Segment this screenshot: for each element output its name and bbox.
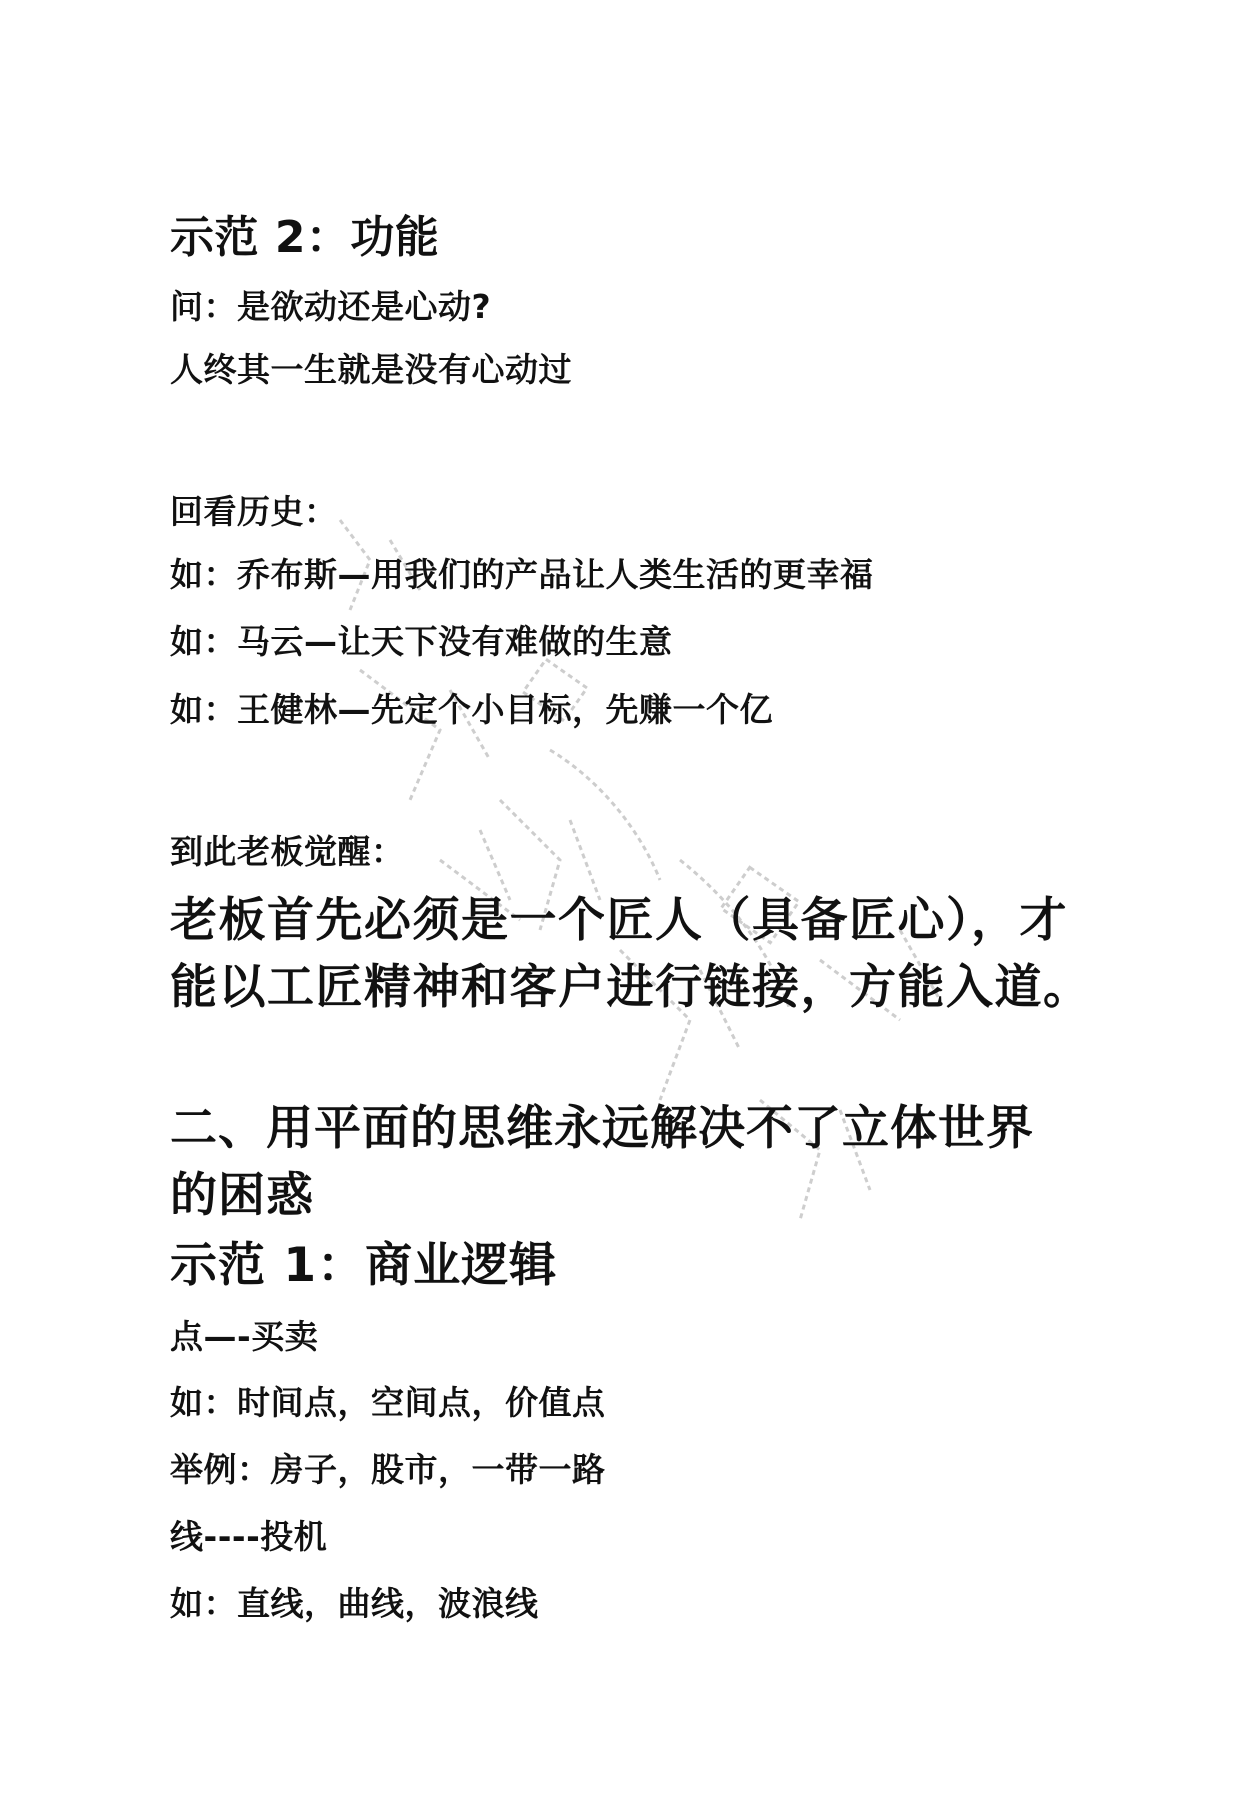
demo2-heading: 示范 2：功能 bbox=[170, 212, 440, 263]
example-wangjianlin: 如：王健林—先定个小目标，先赚一个亿 bbox=[170, 690, 773, 729]
example-jobs: 如：乔布斯—用我们的产品让人类生活的更幸福 bbox=[170, 555, 874, 594]
body-line: 人终其一生就是没有心动过 bbox=[170, 350, 572, 389]
history-label: 回看历史： bbox=[170, 492, 338, 531]
boss-awakening-label: 到此老板觉醒： bbox=[170, 832, 405, 871]
point-instances: 举例：房子，股市，一带一路 bbox=[170, 1450, 606, 1489]
question-line: 问：是欲动还是心动? bbox=[170, 287, 492, 326]
line-example: 如：直线，曲线，波浪线 bbox=[170, 1584, 539, 1623]
emphasis-line-2: 能以工匠精神和客户进行链接，方能入道。 bbox=[170, 960, 1092, 1015]
emphasis-line-1: 老板首先必须是一个匠人（具备匠心），才 bbox=[170, 893, 1068, 948]
point-example: 如：时间点，空间点，价值点 bbox=[170, 1383, 606, 1422]
line-speculation: 线----投机 bbox=[170, 1517, 328, 1556]
demo1-heading: 示范 1：商业逻辑 bbox=[170, 1238, 558, 1293]
point-line: 点—-买卖 bbox=[170, 1317, 319, 1356]
example-mayun: 如：马云—让天下没有难做的生意 bbox=[170, 622, 673, 661]
section-two-heading-2: 的困惑 bbox=[170, 1168, 314, 1223]
section-two-heading-1: 二、用平面的思维永远解决不了立体世界 bbox=[170, 1101, 1034, 1156]
